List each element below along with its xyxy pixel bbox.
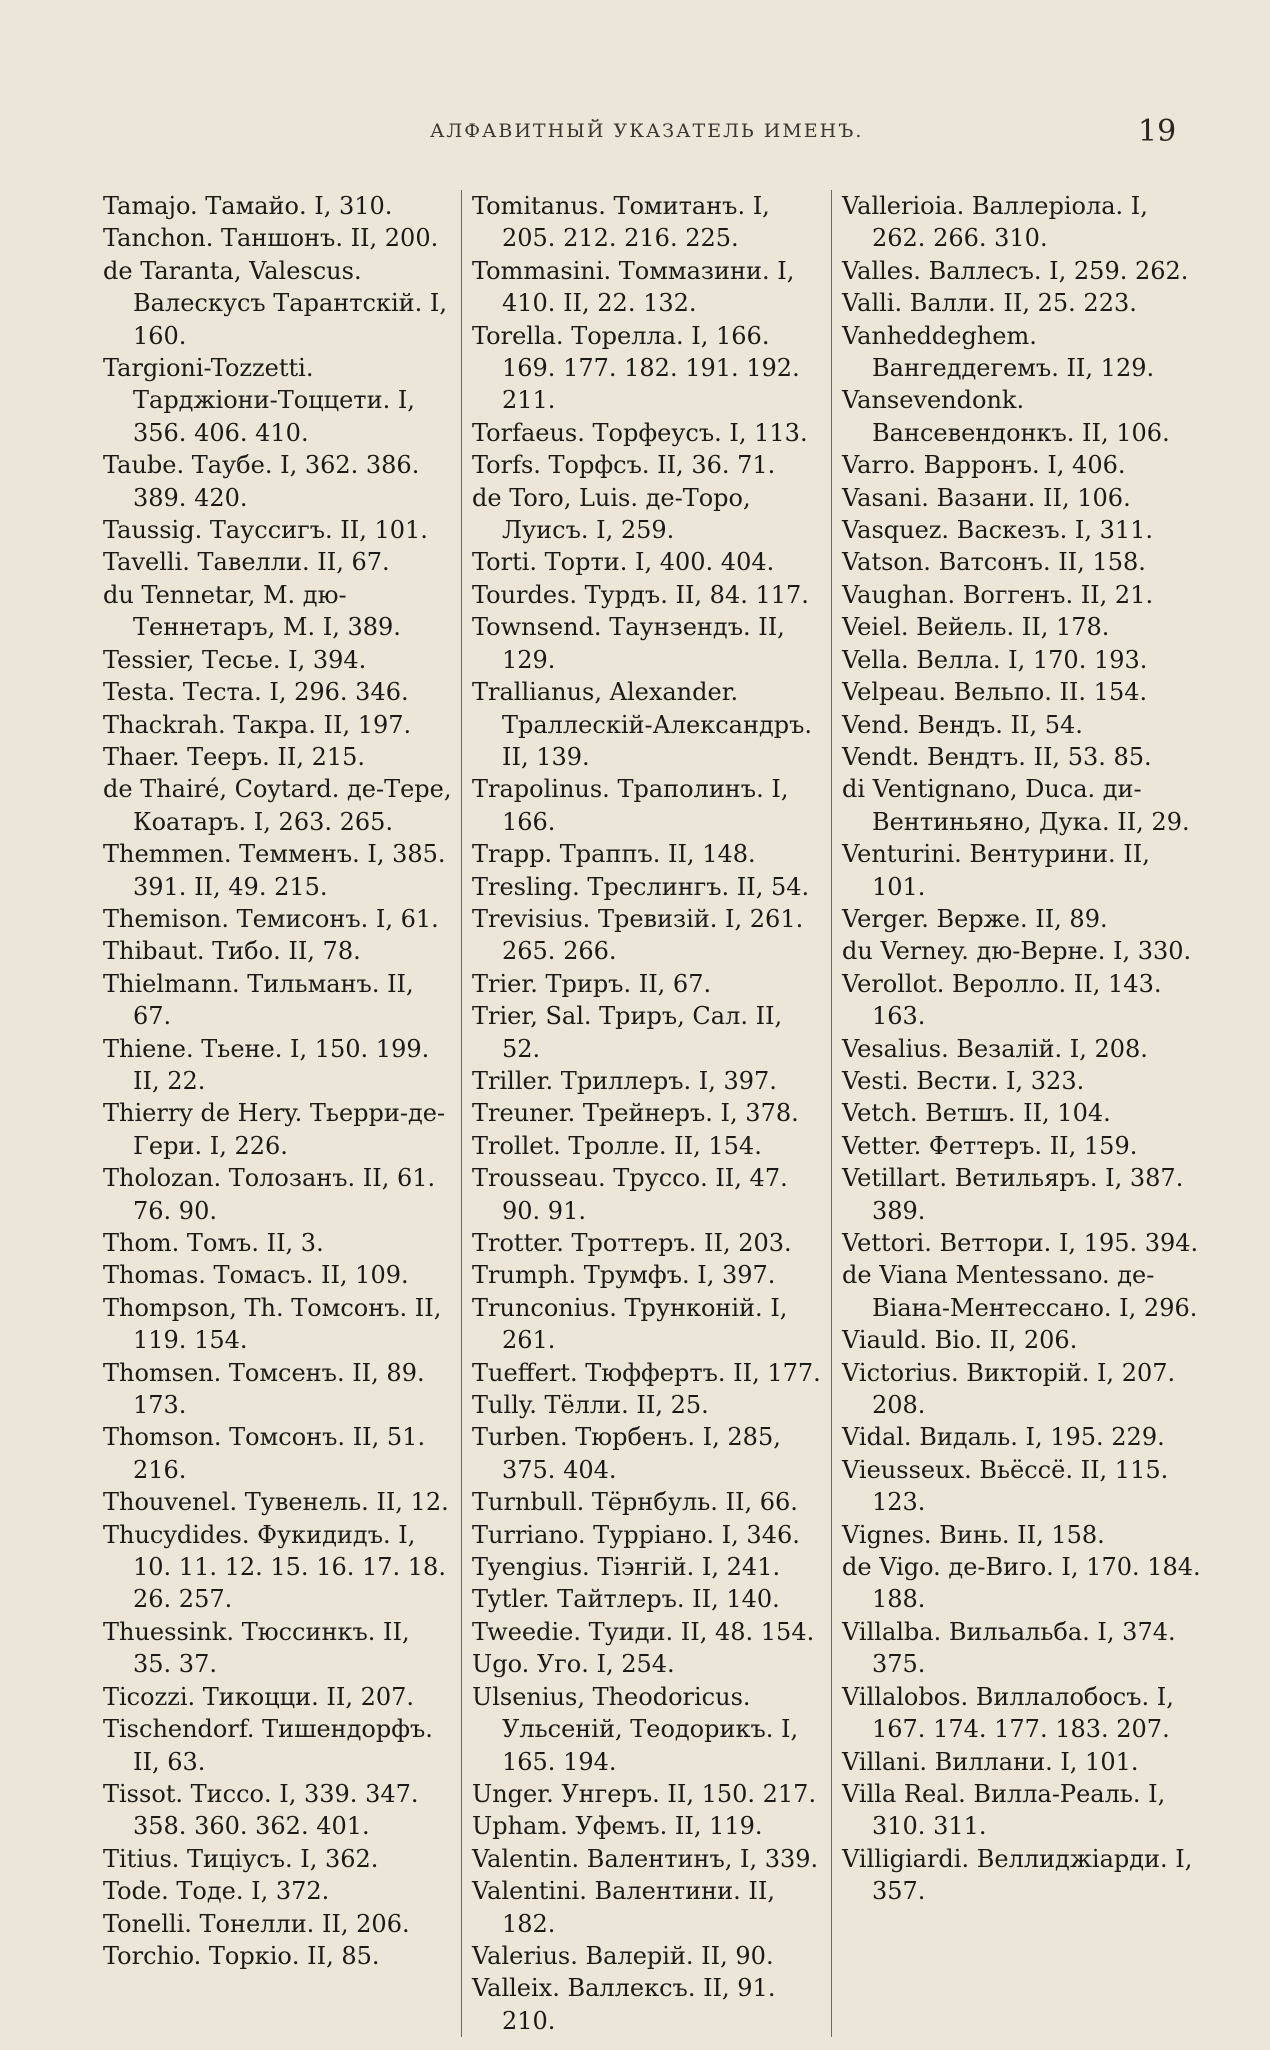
index-entry: Thouvenel. Тувенель. II, 12. <box>103 1488 449 1517</box>
index-entry: Torella. Торелла. I, 166. 169. 177. 182. 191. 192. 211. <box>472 321 800 415</box>
index-entry: de Viana Mentessano. де-Віана-Ментессано. I, 296. <box>842 1261 1198 1322</box>
index-entry: Tresling. Треслингъ. II, 54. <box>472 872 810 901</box>
index-entry: Thomas. Томасъ. II, 109. <box>103 1261 409 1290</box>
index-entry: Targioni-Tozzetti. Тарджіони-Тоццети. I, 356. 406. 410. <box>103 354 415 447</box>
index-column-left <box>95 190 461 2037</box>
index-entry: Villani. Виллани. I, 101. <box>842 1747 1139 1776</box>
index-entry: Tommasini. Томмазини. I, 410. II, 22. 132. <box>472 256 795 318</box>
index-entry: du Tennetar, M. дю-Теннетаръ, M. I, 389. <box>103 580 401 642</box>
index-entry: Themmen. Темменъ. I, 385. 391. II, 49. 215. <box>103 840 446 901</box>
index-entry: Thierry de Hery. Тьерри-де-Гери. I, 226. <box>103 1099 446 1160</box>
index-entry: Themison. Темисонъ. I, 61. <box>103 904 439 933</box>
index-entry: Tissot. Тиссо. I, 339. 347. 358. 360. 362. 401. <box>103 1779 419 1841</box>
running-title: АЛФАВИТНЫЙ УКАЗАТЕЛЬ ИМЕНЪ. <box>430 120 864 142</box>
index-entry: Vella. Велла. I, 170. 193. <box>842 645 1148 674</box>
index-entry: Taussig. Тауссигъ. II, 101. <box>103 516 428 545</box>
index-entry: Vidal. Видаль. I, 195. 229. <box>842 1423 1165 1452</box>
index-entry: Thom. Томъ. II, 3. <box>103 1229 324 1257</box>
index-entry: Tueffert. Тюффертъ. II, 177. <box>472 1358 821 1387</box>
index-entry: Villigiardi. Веллиджіарди. I, 357. <box>842 1844 1193 1906</box>
index-entry: Valerius. Валерій. II, 90. <box>472 1941 774 1970</box>
index-entry: Trunconius. Трунконій. I, 261. <box>472 1293 788 1355</box>
index-entry: Trollet. Тролле. II, 154. <box>472 1131 762 1160</box>
index-entry: Vieusseux. Вьёссё. II, 115. 123. <box>842 1455 1169 1517</box>
index-entry: Testa. Теста. I, 296. 346. <box>103 678 409 707</box>
index-entry: Trier. Триръ. II, 67. <box>472 969 712 998</box>
index-entry: Vansevendonk. Вансевендонкъ. II, 106. <box>842 386 1170 447</box>
index-entry: Trapolinus. Траполинъ. I, 166. <box>472 775 789 836</box>
index-entry: Vesalius. Везалій. I, 208. <box>842 1034 1148 1063</box>
index-entry: Tytler. Тайтлеръ. II, 140. <box>472 1585 780 1614</box>
index-entry: Vettori. Веттори. I, 195. 394. <box>842 1229 1199 1257</box>
index-entry: Tonelli. Тонелли. II, 206. <box>103 1909 410 1938</box>
index-entry: Viauld. Віо. II, 206. <box>842 1326 1078 1355</box>
index-entry: Villalobos. Виллалобосъ. I, 167. 174. 177. 183. 207. <box>842 1682 1174 1744</box>
index-entry: Turriano. Турріано. I, 346. <box>472 1520 800 1549</box>
index-entry: Taube. Таубе. I, 362. 386. 389. 420. <box>103 451 420 512</box>
index-entry: de Vigo. де-Виго. I, 170. 184. 188. <box>842 1553 1201 1614</box>
index-entry: Villa Real. Вилла-Реаль. I, 310. 311. <box>842 1779 1166 1841</box>
index-entry: Vetter. Феттеръ. II, 159. <box>842 1131 1138 1160</box>
index-entry: Veiel. Вейель. II, 178. <box>842 613 1110 642</box>
index-entry: Tholozan. Толозанъ. II, 61. 76. 90. <box>103 1164 436 1225</box>
index-entry: Tessier, Тесье. I, 394. <box>103 645 367 674</box>
index-entry: Venturini. Вентурини. II, 101. <box>842 840 1150 901</box>
index-entry: Titius. Тиціусъ. I, 362. <box>103 1844 379 1873</box>
index-entry: de Thairé, Coytard. де-Тере, Коатаръ. I, 263. 265. <box>103 775 452 836</box>
index-entry: Triller. Триллеръ. I, 397. <box>472 1066 777 1095</box>
index-entry: Torfaeus. Торфеусъ. I, 113. <box>472 418 808 447</box>
index-entry: Treuner. Трейнеръ. I, 378. <box>472 1099 799 1128</box>
index-entry: Vetch. Ветшъ. II, 104. <box>842 1099 1111 1128</box>
index-entry: Tode. Тоде. I, 372. <box>103 1877 330 1906</box>
index-entry: Torchio. Торкіо. II, 85. <box>103 1941 380 1970</box>
index-entry: Trousseau. Труссо. II, 47. 90. 91. <box>472 1164 788 1225</box>
index-entry: Tully. Тёлли. II, 25. <box>472 1391 709 1420</box>
index-entry: Valleix. Валлексъ. II, 91. 210. <box>472 1974 776 2035</box>
index-entry: Valentin. Валентинъ, I, 339. <box>472 1844 819 1873</box>
index-entry: Ugo. Уго. I, 254. <box>472 1650 675 1679</box>
index-entry: Tischendorf. Тишендорфъ. II, 63. <box>103 1715 433 1776</box>
index-entry: du Verney. дю-Верне. I, 330. <box>842 937 1192 966</box>
index-entry: Unger. Унгеръ. II, 150. 217. <box>472 1779 817 1808</box>
index-entry: Vetillart. Ветильяръ. I, 387. 389. <box>842 1164 1184 1225</box>
index-entry: de Toro, Luis. де-Торо, Луисъ. I, 259. <box>472 483 751 545</box>
index-entry: Vanheddeghem. Вангеддегемъ. II, 129. <box>842 321 1155 383</box>
index-entry: Vend. Вендъ. II, 54. <box>842 710 1083 739</box>
index-entry: de Taranta, Valescus. Валескусъ Тарантскій. I, 160. <box>103 256 448 350</box>
index-entry: Trapp. Траппъ. II, 148. <box>472 840 756 869</box>
index-entry: Ticozzi. Тикоцци. II, 207. <box>103 1682 415 1711</box>
index-entry: di Ventignano, Duca. ди-Вентиньяно, Дука. II, 29. <box>842 775 1190 836</box>
index-entry: Vasquez. Васкезъ. I, 311. <box>842 516 1154 545</box>
index-entry: Verger. Верже. II, 89. <box>842 904 1108 933</box>
index-entry: Thielmann. Тильманъ. II, 67. <box>103 969 414 1031</box>
index-entry: Valentini. Валентини. II, 182. <box>472 1877 775 1938</box>
index-entry: Trallianus, Alexander. Траллескій-Александръ. II, 139. <box>472 678 813 771</box>
page-header <box>0 114 1270 154</box>
index-entry: Thomsen. Томсенъ. II, 89. 173. <box>103 1358 425 1420</box>
index-entry: Turben. Тюрбенъ. I, 285, 375. 404. <box>472 1423 781 1484</box>
index-entry: Thaer. Тееръ. II, 215. <box>103 742 366 771</box>
index-entry: Turnbull. Тёрнбуль. II, 66. <box>472 1488 798 1517</box>
index-entry: Vignes. Винь. II, 158. <box>842 1520 1105 1549</box>
index-entry: Tourdes. Турдъ. II, 84. 117. <box>472 580 809 609</box>
index-entry: Torti. Торти. I, 400. 404. <box>472 548 775 577</box>
index-entry: Ulsenius, Theodoricus. Ульсеній, Теодорикъ. I, 165. 194. <box>472 1682 799 1776</box>
index-column-middle <box>461 190 831 2037</box>
index-entry: Torfs. Торфсъ. II, 36. 71. <box>472 451 776 480</box>
index-entry: Vendt. Вендтъ. II, 53. 85. <box>842 742 1152 771</box>
index-entry: Thomson. Томсонъ. II, 51. 216. <box>103 1423 426 1484</box>
index-entry: Vesti. Вести. I, 323. <box>842 1066 1085 1095</box>
index-entry: Thibaut. Тибо. II, 78. <box>103 937 361 966</box>
index-entry: Varro. Варронъ. I, 406. <box>842 451 1126 480</box>
index-entry: Thackrah. Такра. II, 197. <box>103 710 412 739</box>
index-entry: Tyengius. Тіэнгій. I, 241. <box>472 1553 781 1582</box>
index-columns <box>95 190 1210 2037</box>
index-entry: Velpeau. Вельпо. II. 154. <box>842 678 1148 707</box>
index-entry: Valles. Валлесъ. I, 259. 262. <box>842 256 1189 285</box>
index-entry: Thompson, Th. Томсонъ. II, 119. 154. <box>103 1293 442 1355</box>
index-entry: Tamajo. Тамайо. I, 310. <box>103 192 393 220</box>
page-number: 19 <box>1138 114 1177 149</box>
index-entry: Thiene. Тьене. I, 150. 199. II, 22. <box>103 1034 430 1095</box>
index-entry: Vaughan. Воггенъ. II, 21. <box>842 580 1154 609</box>
index-entry: Victorius. Викторій. I, 207. 208. <box>842 1358 1176 1420</box>
index-entry: Valli. Валли. II, 25. 223. <box>842 289 1137 318</box>
index-entry: Upham. Уфемъ. II, 119. <box>472 1812 763 1841</box>
index-entry: Trier, Sal. Триръ, Сал. II, 52. <box>472 1002 783 1063</box>
index-entry: Trevisius. Тревизій. I, 261. 265. 266. <box>472 904 804 966</box>
index-column-right <box>831 190 1210 2037</box>
index-entry: Vallerioia. Валлеріола. I, 262. 266. 310. <box>842 192 1148 253</box>
index-entry: Trumph. Трумфъ. I, 397. <box>472 1261 776 1290</box>
index-entry: Villalba. Вильальба. I, 374. 375. <box>842 1617 1176 1679</box>
index-entry: Tomitanus. Томитанъ. I, 205. 212. 216. 225. <box>472 192 770 253</box>
index-entry: Tanchon. Таншонъ. II, 200. <box>103 224 439 253</box>
index-entry: Vasani. Вазани. II, 106. <box>842 483 1131 512</box>
index-entry: Verollot. Веролло. II, 143. 163. <box>842 969 1162 1031</box>
index-entry: Townsend. Таунзендъ. II, 129. <box>472 613 785 674</box>
index-entry: Tavelli. Тавелли. II, 67. <box>103 548 390 577</box>
index-entry: Thucydides. Фукидидъ. I, 10. 11. 12. 15. 16. 17. 18. 26. 257. <box>103 1520 446 1614</box>
index-entry: Vatson. Ватсонъ. II, 158. <box>842 548 1146 577</box>
index-entry: Trotter. Троттеръ. II, 203. <box>472 1229 792 1257</box>
index-entry: Tweedie. Туиди. II, 48. 154. <box>472 1617 815 1646</box>
index-entry: Thuessink. Тюссинкъ. II, 35. 37. <box>103 1617 410 1679</box>
